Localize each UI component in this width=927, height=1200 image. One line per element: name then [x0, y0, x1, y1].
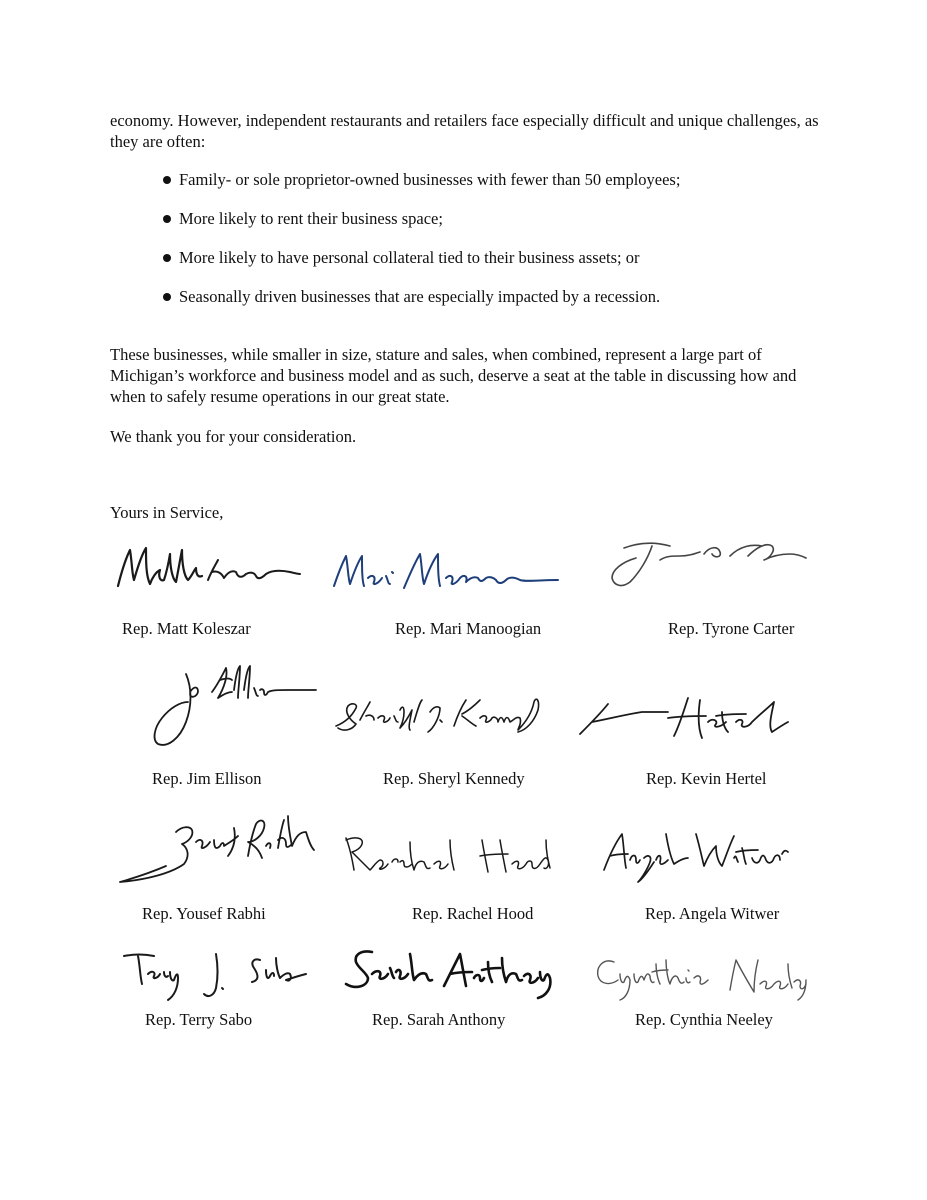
signer-name: Rep. Terry Sabo [145, 1010, 253, 1029]
closing-paragraph: These businesses, while smaller in size, stature and sales, when combined, represent a large part of Michigan’s workforce and business model and as such, deserve a seat at the table in discussing how and when to safely resume operations in our great state. [110, 345, 797, 406]
sign-off: Yours in Service, [110, 503, 224, 522]
bullet-text: More likely to have personal collateral tied to their business assets; or [179, 248, 640, 267]
signer-name: Rep. Tyrone Carter [668, 619, 795, 638]
bullet-text: More likely to rent their business space; [179, 209, 443, 228]
signature-yousef-rabhi [110, 812, 320, 887]
signature-sheryl-kennedy [330, 692, 550, 742]
signature-matt-koleszar [112, 540, 302, 600]
thanks-line: We thank you for your consideration. [110, 427, 357, 446]
signer-name: Rep. Cynthia Neeley [635, 1010, 773, 1029]
signer-name: Rep. Sarah Anthony [372, 1010, 506, 1029]
signature-angela-witwer [596, 824, 791, 886]
bullet-item [163, 169, 680, 190]
intro-paragraph: economy. However, independent restaurants and retailers face especially difficult and unique challenges, as they are often: [110, 111, 819, 151]
bullet-item [163, 286, 660, 307]
bullet-icon [163, 293, 171, 301]
bullet-text: Family- or sole proprietor-owned businesses with fewer than 50 employees; [179, 170, 681, 189]
signature-sarah-anthony [340, 944, 565, 1004]
bullet-icon [163, 254, 171, 262]
signature-rachel-hood [340, 830, 560, 882]
signer-name: Rep. Rachel Hood [412, 904, 534, 923]
signature-terry-sabo [120, 946, 310, 1004]
signature-mari-manoogian [330, 548, 565, 598]
signer-name: Rep. Matt Koleszar [122, 619, 251, 638]
signature-jim-ellison [148, 662, 318, 757]
signature-cynthia-neeley [590, 950, 810, 1005]
signature-tyrone-carter [600, 532, 810, 592]
bullet-icon [163, 215, 171, 223]
bullet-item [163, 208, 443, 229]
bullet-icon [163, 176, 171, 184]
bullet-text: Seasonally driven businesses that are especially impacted by a recession. [179, 287, 661, 306]
signer-name: Rep. Yousef Rabhi [142, 904, 266, 923]
signer-name: Rep. Kevin Hertel [646, 769, 767, 788]
bullet-item [163, 247, 640, 268]
signer-name: Rep. Angela Witwer [645, 904, 780, 923]
signature-kevin-hertel [572, 692, 792, 747]
signer-name: Rep. Sheryl Kennedy [383, 769, 525, 788]
signer-name: Rep. Jim Ellison [152, 769, 262, 788]
signer-name: Rep. Mari Manoogian [395, 619, 542, 638]
